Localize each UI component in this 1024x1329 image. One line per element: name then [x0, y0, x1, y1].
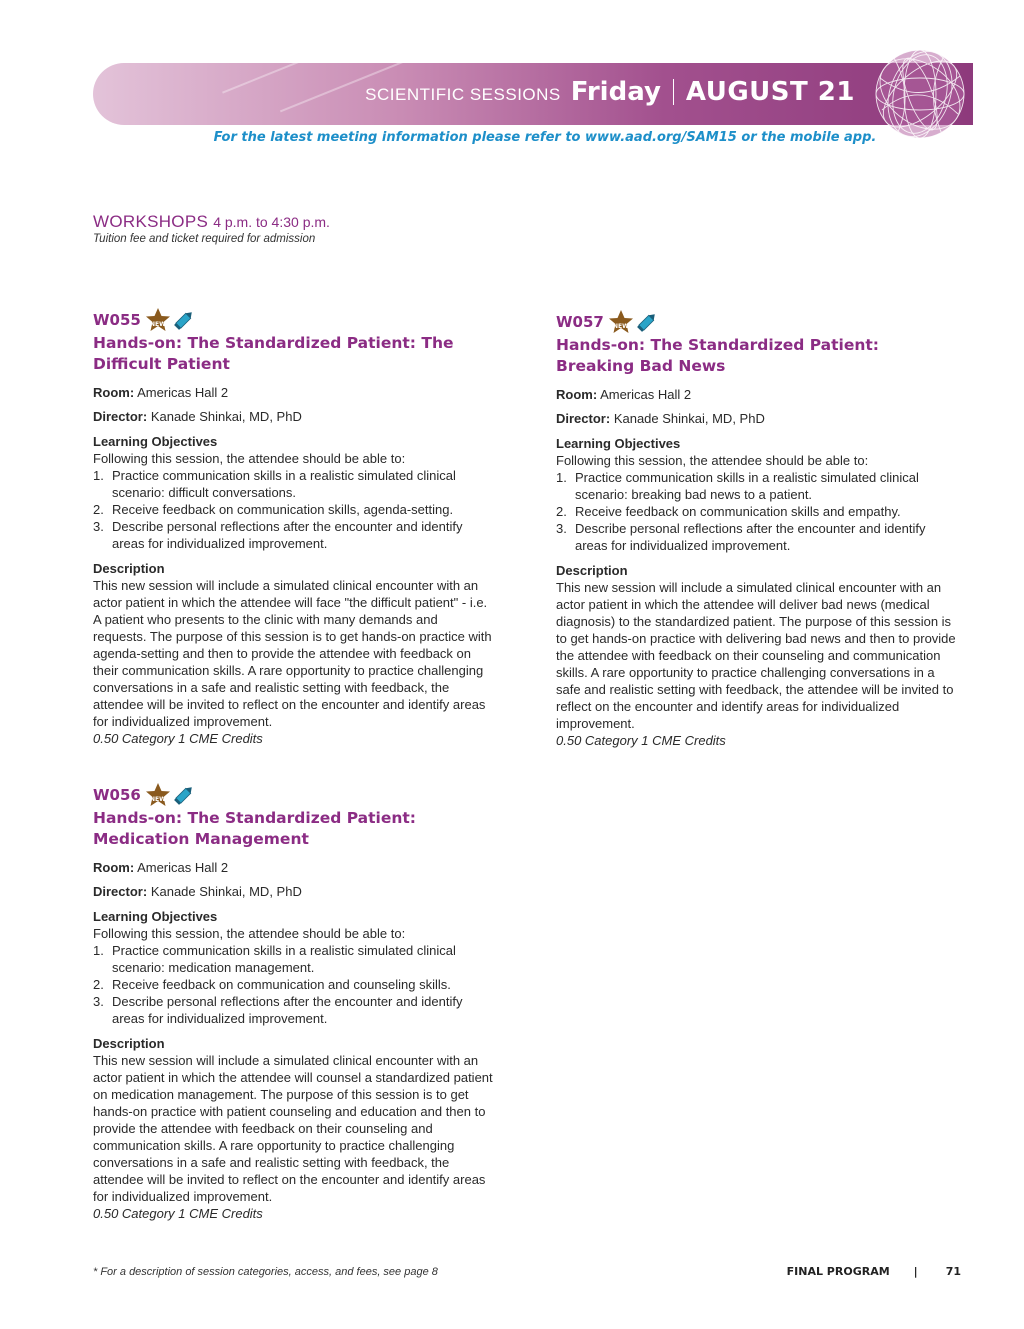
- objective-text: Receive feedback on communication skills, agenda-setting.: [112, 502, 454, 517]
- globe-logo-icon: [874, 48, 966, 140]
- workshops-title: WORKSHOPS: [93, 212, 209, 231]
- objective-item: [556, 520, 956, 554]
- program-label: FINAL PROGRAM: [786, 1265, 890, 1278]
- director-label: Director:: [556, 411, 611, 426]
- objective-text: Describe personal reflections after the encounter and identify areas for individualized improvement.: [575, 521, 926, 553]
- session-credits: 0.50 Category 1 CME Credits: [93, 731, 263, 746]
- objectives-intro: Following this session, the attendee should be able to:: [93, 451, 406, 466]
- objective-text: Practice communication skills in a realistic simulated clinical scenario: medication management.: [112, 943, 456, 975]
- objectives-list: [93, 942, 493, 1027]
- room-label: Room:: [93, 860, 135, 875]
- objective-item: [93, 976, 493, 993]
- objectives-heading: Learning Objectives: [93, 434, 218, 449]
- divider: [673, 79, 674, 105]
- footer-program: [787, 1265, 961, 1278]
- objective-number: 1.: [93, 468, 104, 483]
- session-w055: [93, 307, 493, 747]
- room-value: Americas Hall 2: [137, 385, 229, 400]
- objectives-list: [556, 469, 956, 554]
- director-value: Kanade Shinkai, MD, PhD: [150, 409, 302, 424]
- pencil-icon: [635, 310, 659, 334]
- new-badge-icon: [145, 783, 171, 807]
- objective-number: 1.: [93, 943, 104, 958]
- objective-item: [93, 942, 493, 976]
- session-title: Hands-on: The Standardized Patient: The Difficult Patient: [93, 334, 454, 373]
- description-heading: Description: [93, 1036, 165, 1051]
- director-value: Kanade Shinkai, MD, PhD: [613, 411, 765, 426]
- day-label: Friday: [570, 77, 661, 107]
- session-credits: 0.50 Category 1 CME Credits: [93, 1206, 263, 1221]
- objectives-intro: Following this session, the attendee should be able to:: [93, 926, 406, 941]
- footer-divider: |: [913, 1265, 918, 1278]
- session-title: Hands-on: The Standardized Patient: Medication Management: [93, 809, 416, 848]
- objectives-heading: Learning Objectives: [556, 436, 681, 451]
- objective-item: [556, 469, 956, 503]
- room-label: Room:: [556, 387, 598, 402]
- session-code-row: [93, 782, 493, 808]
- page-number: 71: [945, 1265, 961, 1278]
- session-w056: [93, 782, 493, 1222]
- session-director: [93, 408, 493, 425]
- objective-text: Describe personal reflections after the encounter and identify areas for individualized improvement.: [112, 519, 463, 551]
- session-code: W055: [93, 310, 141, 329]
- workshops-note: Tuition fee and ticket required for admission: [93, 233, 316, 245]
- objective-text: Receive feedback on communication skills and empathy.: [575, 504, 901, 519]
- room-value: Americas Hall 2: [600, 387, 692, 402]
- new-badge-label: NEW: [149, 796, 166, 803]
- session-code: W057: [556, 312, 604, 331]
- objective-number: 2.: [93, 977, 104, 992]
- session-w057: [556, 309, 956, 749]
- objective-number: 3.: [556, 521, 567, 536]
- objectives-heading: Learning Objectives: [93, 909, 218, 924]
- objective-number: 2.: [556, 504, 567, 519]
- objectives-intro: Following this session, the attendee should be able to:: [556, 453, 869, 468]
- new-badge-icon: [608, 310, 634, 334]
- objective-item: [556, 503, 956, 520]
- meeting-info-link[interactable]: For the latest meeting information please refer to www.aad.org/SAM15 or the mobile app.: [213, 130, 877, 145]
- objective-item: [93, 518, 493, 552]
- objective-text: Describe personal reflections after the encounter and identify areas for individualized improvement.: [112, 994, 463, 1026]
- session-credits: 0.50 Category 1 CME Credits: [556, 733, 726, 748]
- objective-number: 1.: [556, 470, 567, 485]
- session-description: This new session will include a simulated clinical encounter with an actor patient in which the attendee will counsel a standardized patient on medication management. The purpose of this session is to get hands-on practice with patient counseling and education and then to provide the attendee with feedback on their counseling and communication skills. A rare opportunity to practice challenging conversations in a safe and realistic setting with feedback, the attendee will be invited to reflect on the encounter and identify areas for individualized improvement.: [93, 1053, 493, 1204]
- description-heading: Description: [556, 563, 628, 578]
- session-room: [556, 386, 956, 403]
- objective-text: Practice communication skills in a realistic simulated clinical scenario: difficult conversations.: [112, 468, 456, 500]
- objective-text: Practice communication skills in a realistic simulated clinical scenario: breaking bad news to a patient.: [575, 470, 919, 502]
- date-label: AUGUST 21: [685, 77, 855, 107]
- objectives-list: [93, 467, 493, 552]
- header-banner: [93, 63, 973, 125]
- pencil-icon: [172, 783, 196, 807]
- director-value: Kanade Shinkai, MD, PhD: [150, 884, 302, 899]
- session-title: Hands-on: The Standardized Patient: Breaking Bad News: [556, 336, 879, 375]
- session-director: [556, 410, 956, 427]
- director-label: Director:: [93, 884, 148, 899]
- pencil-icon: [172, 308, 196, 332]
- new-badge-label: NEW: [612, 323, 629, 330]
- description-heading: Description: [93, 561, 165, 576]
- new-badge-label: NEW: [149, 321, 166, 328]
- room-value: Americas Hall 2: [137, 860, 229, 875]
- objective-item: [93, 467, 493, 501]
- session-description: This new session will include a simulated clinical encounter with an actor patient in which the attendee will face "the difficult patient" - i.e. A patient who presents to the clinic with many demands and requests. The purpose of this session is to get hands-on practice with agenda-setting and then to provide the attendee with feedback on their communication skills. A rare opportunity to practice challenging conversations in a safe and realistic setting with feedback, the attendee will be invited to reflect on the encounter and identify areas for individualized improvement.: [93, 578, 492, 729]
- session-code-row: [556, 309, 956, 335]
- workshops-time: 4 p.m. to 4:30 p.m.: [213, 214, 330, 230]
- session-room: [93, 384, 493, 401]
- objective-number: 2.: [93, 502, 104, 517]
- session-code-row: [93, 307, 493, 333]
- objective-text: Receive feedback on communication and counseling skills.: [112, 977, 451, 992]
- director-label: Director:: [93, 409, 148, 424]
- objective-number: 3.: [93, 519, 104, 534]
- session-code: W056: [93, 785, 141, 804]
- objective-item: [93, 501, 493, 518]
- footer-note: * For a description of session categories, access, and fees, see page 8: [93, 1266, 438, 1278]
- banner-title: [365, 77, 855, 107]
- session-description: This new session will include a simulated clinical encounter with an actor patient in which the attendee will deliver bad news (medical diagnosis) to the standardized patient. The purpose of this session is to get hands-on practice with delivering bad news and then to provide the attendee with feedback on their counseling and communication skills. A rare opportunity to practice challenging conversations in a safe and realistic setting with feedback, the attendee will be invited to reflect on the encounter and identify areas for individualized improvement.: [556, 580, 956, 731]
- session-director: [93, 883, 493, 900]
- workshops-heading: [93, 212, 330, 232]
- room-label: Room:: [93, 385, 135, 400]
- objective-number: 3.: [93, 994, 104, 1009]
- session-room: [93, 859, 493, 876]
- new-badge-icon: [145, 308, 171, 332]
- section-label: SCIENTIFIC SESSIONS: [365, 85, 561, 104]
- objective-item: [93, 993, 493, 1027]
